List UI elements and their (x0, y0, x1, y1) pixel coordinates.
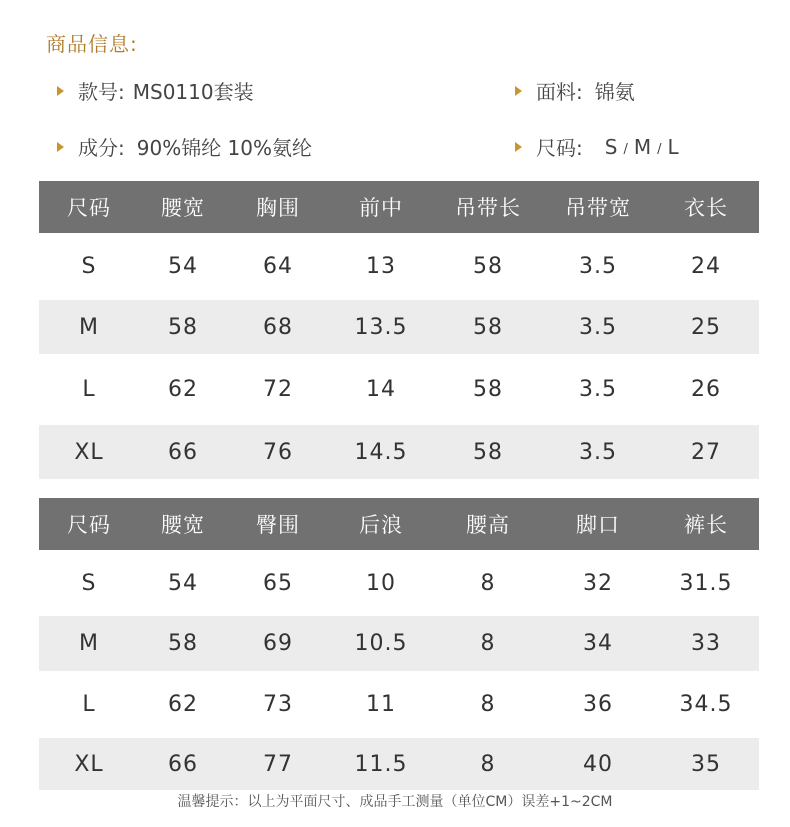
table-row (39, 425, 759, 479)
measurement-cell: 40 (543, 738, 653, 790)
measurement-cell: 72 (227, 354, 329, 425)
measurement-cell: 31.5 (653, 550, 759, 616)
table-header-row (39, 181, 759, 233)
column-header: 前中 (329, 181, 433, 233)
style-number-row (57, 76, 254, 105)
column-header: 裤长 (653, 498, 759, 550)
table-row (39, 550, 759, 616)
fabric-row (515, 76, 635, 105)
size-option-m: M (633, 134, 652, 159)
size-cell: M (39, 300, 139, 354)
measurement-cell: 36 (543, 671, 653, 738)
table-header-row (39, 498, 759, 550)
measurement-cell: 3.5 (543, 233, 653, 300)
measurement-cell: 64 (227, 233, 329, 300)
measurement-cell: 73 (227, 671, 329, 738)
measurement-cell: 58 (433, 233, 543, 300)
measurement-cell: 77 (227, 738, 329, 790)
measurement-cell: 24 (653, 233, 759, 300)
size-option-l: L (667, 134, 679, 159)
column-header: 腰宽 (139, 498, 227, 550)
measurement-cell: 66 (139, 738, 227, 790)
column-header: 衣长 (653, 181, 759, 233)
size-cell: XL (39, 738, 139, 790)
measurement-cell: 69 (227, 616, 329, 671)
table-row (39, 233, 759, 300)
measurement-cell: 58 (433, 300, 543, 354)
bottom-size-table (39, 498, 759, 790)
measurement-cell: 25 (653, 300, 759, 354)
measurement-cell: 34 (543, 616, 653, 671)
triangle-bullet-icon (515, 86, 522, 96)
triangle-bullet-icon (57, 142, 64, 152)
measurement-note: 温馨提示：以上为平面尺寸、成品手工测量（单位CM）误差+1~2CM (177, 794, 613, 810)
size-cell: M (39, 616, 139, 671)
size-option-s: S (604, 134, 618, 159)
column-header: 吊带长 (433, 181, 543, 233)
column-header: 尺码 (39, 498, 139, 550)
measurement-cell: 3.5 (543, 425, 653, 479)
composition-label: 成分: (78, 136, 125, 160)
measurement-cell: 65 (227, 550, 329, 616)
size-cell: S (39, 550, 139, 616)
table-row (39, 738, 759, 790)
measurement-cell: 33 (653, 616, 759, 671)
size-label: 尺码: (536, 136, 583, 160)
column-header: 腰宽 (139, 181, 227, 233)
column-header: 臀围 (227, 498, 329, 550)
size-separator: / (623, 142, 628, 157)
measurement-cell: 62 (139, 671, 227, 738)
size-cell: S (39, 233, 139, 300)
fabric-label: 面料: (536, 80, 583, 104)
measurement-cell: 8 (433, 550, 543, 616)
column-header: 脚口 (543, 498, 653, 550)
size-cell: L (39, 671, 139, 738)
column-header: 后浪 (329, 498, 433, 550)
measurement-cell: 11.5 (329, 738, 433, 790)
measurement-cell: 3.5 (543, 354, 653, 425)
column-header: 尺码 (39, 181, 139, 233)
measurement-cell: 54 (139, 233, 227, 300)
column-header: 胸围 (227, 181, 329, 233)
measurement-cell: 11 (329, 671, 433, 738)
measurement-cell: 8 (433, 671, 543, 738)
composition-row (57, 132, 312, 161)
table-row (39, 671, 759, 738)
column-header: 腰高 (433, 498, 543, 550)
composition-value: 90%锦纶 10%氨纶 (136, 136, 313, 160)
column-header: 吊带宽 (543, 181, 653, 233)
style-number-label: 款号: (78, 80, 125, 104)
measurement-cell: 3.5 (543, 300, 653, 354)
measurement-cell: 8 (433, 738, 543, 790)
measurement-cell: 58 (433, 425, 543, 479)
fabric-value: 锦氨 (594, 80, 635, 104)
top-size-table (39, 181, 759, 479)
measurement-cell: 58 (139, 300, 227, 354)
triangle-bullet-icon (57, 86, 64, 96)
size-cell: L (39, 354, 139, 425)
measurement-cell: 54 (139, 550, 227, 616)
measurement-cell: 62 (139, 354, 227, 425)
measurement-cell: 14.5 (329, 425, 433, 479)
measurement-cell: 10 (329, 550, 433, 616)
section-title: 商品信息: (46, 32, 138, 56)
measurement-cell: 68 (227, 300, 329, 354)
size-row (515, 132, 679, 161)
measurement-cell: 32 (543, 550, 653, 616)
table-row (39, 300, 759, 354)
size-cell: XL (39, 425, 139, 479)
measurement-cell: 35 (653, 738, 759, 790)
size-separator: / (657, 142, 662, 157)
measurement-cell: 76 (227, 425, 329, 479)
measurement-cell: 13 (329, 233, 433, 300)
triangle-bullet-icon (515, 142, 522, 152)
measurement-cell: 58 (139, 616, 227, 671)
measurement-cell: 58 (433, 354, 543, 425)
measurement-cell: 14 (329, 354, 433, 425)
measurement-cell: 27 (653, 425, 759, 479)
measurement-cell: 26 (653, 354, 759, 425)
table-row (39, 616, 759, 671)
measurement-cell: 13.5 (329, 300, 433, 354)
table-row (39, 354, 759, 425)
measurement-cell: 34.5 (653, 671, 759, 738)
measurement-cell: 66 (139, 425, 227, 479)
measurement-cell: 10.5 (329, 616, 433, 671)
style-number-value: MS0110套装 (132, 80, 254, 104)
measurement-cell: 8 (433, 616, 543, 671)
